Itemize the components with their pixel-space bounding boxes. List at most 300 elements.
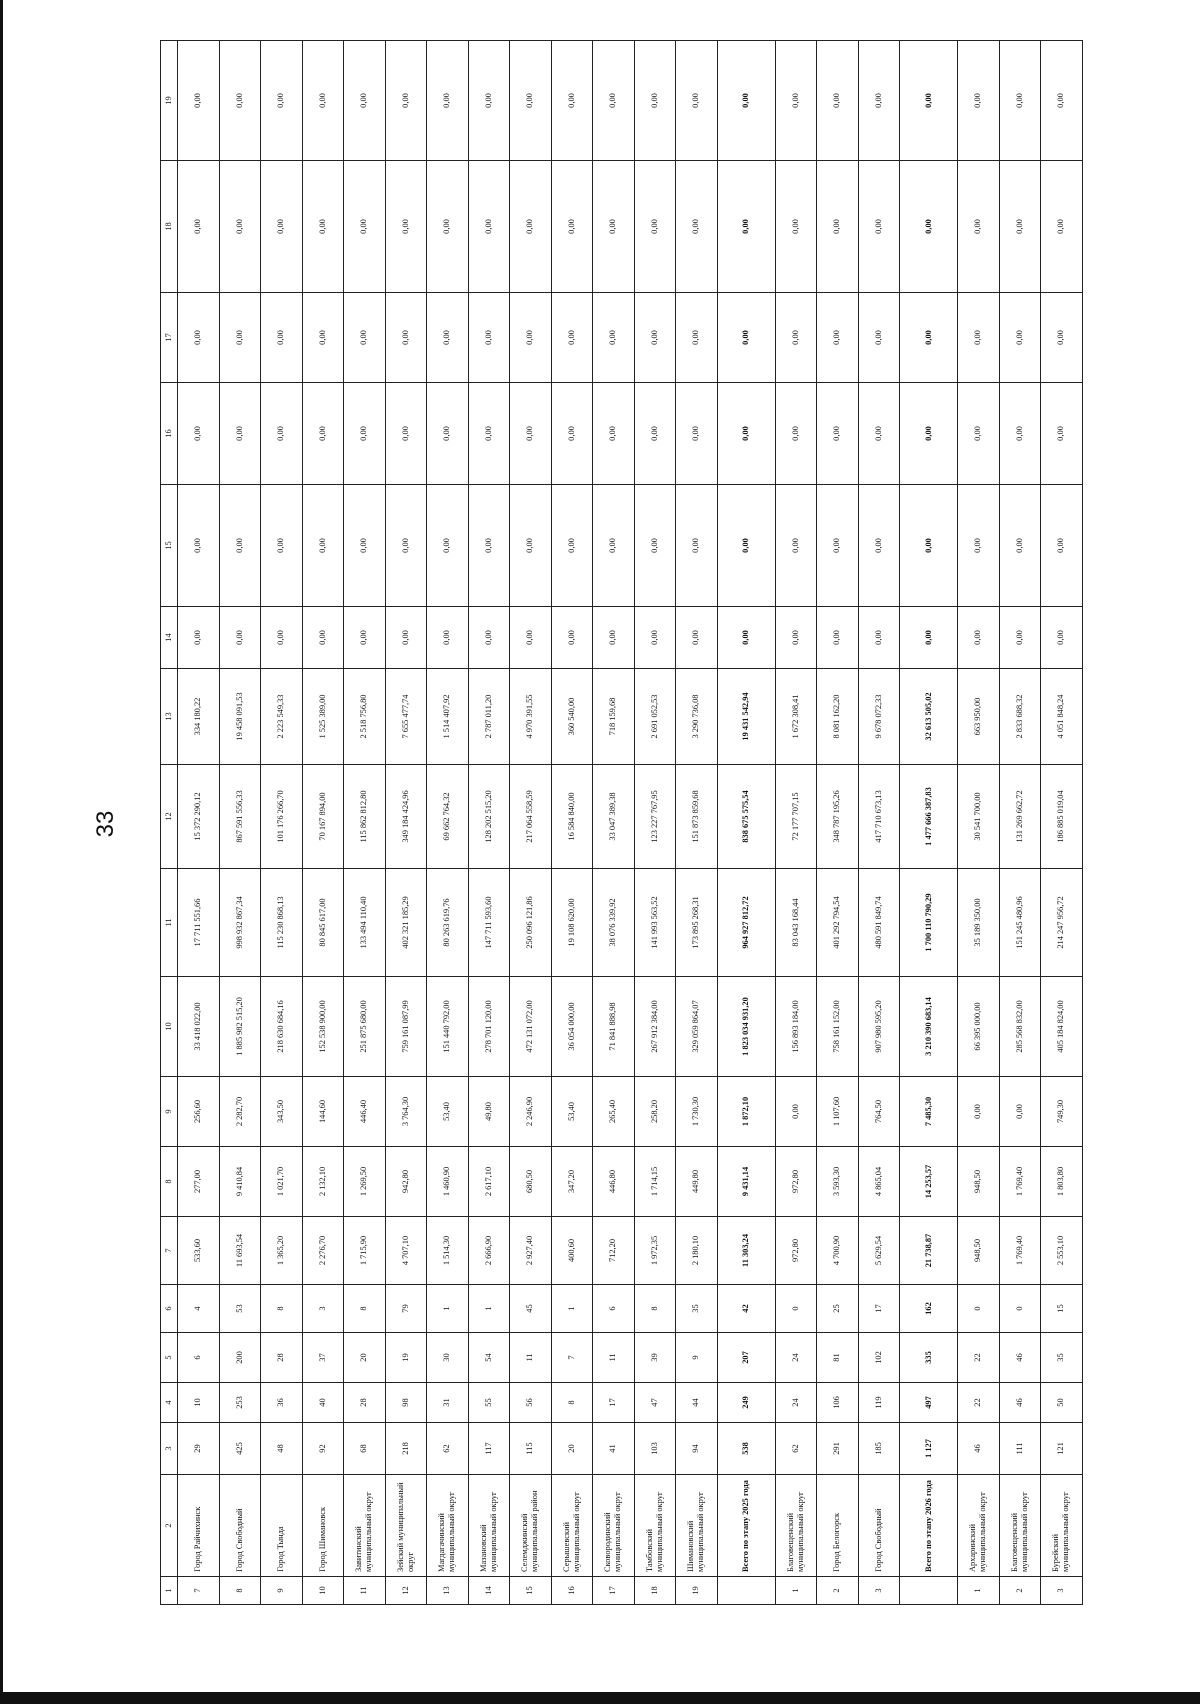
- value-cell: 0,00: [593, 161, 635, 293]
- value-cell: 0,00: [302, 41, 344, 161]
- value-cell: 15: [1041, 1285, 1083, 1333]
- municipality-name-cell: Город Тында: [261, 1475, 303, 1577]
- value-cell: 0,00: [427, 607, 469, 669]
- table-row: [958, 41, 1000, 1605]
- value-cell: 0,00: [817, 485, 859, 607]
- total-row: [900, 41, 958, 1605]
- municipality-name-cell: Шимановский муниципальный округ: [676, 1475, 718, 1577]
- rotated-table-container: [160, 40, 1083, 1605]
- value-cell: 0,00: [551, 383, 593, 485]
- value-cell: 402 321 185,29: [385, 869, 427, 977]
- value-cell: 44: [676, 1383, 718, 1423]
- value-cell: 0,00: [261, 293, 303, 383]
- value-cell: 0,00: [999, 293, 1041, 383]
- value-cell: 0,00: [999, 161, 1041, 293]
- value-cell: 30 541 700,00: [958, 765, 1000, 869]
- value-cell: 0,00: [593, 607, 635, 669]
- table-row: [510, 41, 552, 1605]
- value-cell: 0,00: [385, 293, 427, 383]
- municipality-name-cell: Сковородинский муниципальный округ: [593, 1475, 635, 1577]
- column-number-header: 9: [161, 1077, 178, 1147]
- value-cell: 7: [551, 1333, 593, 1383]
- value-cell: 0,00: [775, 607, 817, 669]
- value-cell: 80 845 617,00: [302, 869, 344, 977]
- value-cell: 0,00: [219, 383, 261, 485]
- value-cell: 1: [468, 1285, 510, 1333]
- value-cell: 0,00: [634, 41, 676, 161]
- value-cell: 17: [858, 1285, 900, 1333]
- value-cell: 3 593,30: [817, 1147, 859, 1217]
- value-cell: 0,00: [302, 607, 344, 669]
- value-cell: 156 893 184,00: [775, 977, 817, 1077]
- table-row: [858, 41, 900, 1605]
- row-number-cell: 3: [1041, 1577, 1083, 1605]
- value-cell: 0,00: [261, 161, 303, 293]
- value-cell: 680,50: [510, 1147, 552, 1217]
- column-number-header: 11: [161, 869, 178, 977]
- value-cell: 253: [219, 1383, 261, 1423]
- municipality-name-cell: Город Свободный: [858, 1475, 900, 1577]
- value-cell: 0,00: [1041, 293, 1083, 383]
- value-cell: 151 245 480,96: [999, 869, 1041, 977]
- value-cell: 0,00: [219, 485, 261, 607]
- municipality-name-cell: Благовещенский муниципальный округ: [775, 1475, 817, 1577]
- value-cell: 0,00: [717, 161, 775, 293]
- value-cell: 0,00: [427, 293, 469, 383]
- value-cell: 0,00: [900, 383, 958, 485]
- value-cell: 0,00: [385, 383, 427, 485]
- value-cell: 349 184 424,96: [385, 765, 427, 869]
- value-cell: 480 591 849,74: [858, 869, 900, 977]
- value-cell: 8: [261, 1285, 303, 1333]
- row-number-cell: 17: [593, 1577, 635, 1605]
- value-cell: 0,00: [958, 293, 1000, 383]
- value-cell: 0,00: [593, 293, 635, 383]
- row-number-cell: [717, 1577, 775, 1605]
- value-cell: 71 841 888,98: [593, 977, 635, 1077]
- value-cell: 2 132,10: [302, 1147, 344, 1217]
- value-cell: 218 630 684,16: [261, 977, 303, 1077]
- value-cell: 24: [775, 1383, 817, 1423]
- value-cell: 0,00: [178, 485, 220, 607]
- value-cell: 964 927 812,72: [717, 869, 775, 977]
- value-cell: 46: [999, 1383, 1041, 1423]
- column-number-header: 14: [161, 607, 178, 669]
- value-cell: 0,00: [468, 485, 510, 607]
- value-cell: 79: [385, 1285, 427, 1333]
- value-cell: 0,00: [302, 485, 344, 607]
- value-cell: 0,00: [676, 293, 718, 383]
- value-cell: 28: [261, 1333, 303, 1383]
- value-cell: 0,00: [468, 383, 510, 485]
- value-cell: 0,00: [344, 485, 386, 607]
- value-cell: 9 678 072,33: [858, 669, 900, 765]
- column-number-header: 10: [161, 977, 178, 1077]
- municipality-name-cell: Город Шимановск: [302, 1475, 344, 1577]
- value-cell: 0,00: [634, 383, 676, 485]
- value-cell: 1 460,90: [427, 1147, 469, 1217]
- value-cell: 0,00: [817, 383, 859, 485]
- value-cell: 2 518 756,80: [344, 669, 386, 765]
- value-cell: 0,00: [1041, 41, 1083, 161]
- value-cell: 538: [717, 1423, 775, 1475]
- housing-program-table: [160, 40, 1083, 1605]
- value-cell: 1 525 389,00: [302, 669, 344, 765]
- value-cell: 0,00: [510, 383, 552, 485]
- value-cell: 764,50: [858, 1077, 900, 1147]
- value-cell: 7 485,30: [900, 1077, 958, 1147]
- value-cell: 425: [219, 1423, 261, 1475]
- value-cell: 249: [717, 1383, 775, 1423]
- value-cell: 8: [551, 1383, 593, 1423]
- value-cell: 0,00: [510, 41, 552, 161]
- value-cell: 758 161 152,00: [817, 977, 859, 1077]
- value-cell: 0,00: [427, 485, 469, 607]
- value-cell: 278 701 120,00: [468, 977, 510, 1077]
- value-cell: 49,80: [468, 1077, 510, 1147]
- value-cell: 36: [261, 1383, 303, 1423]
- value-cell: 0: [958, 1285, 1000, 1333]
- value-cell: 0,00: [1041, 485, 1083, 607]
- value-cell: 0,00: [219, 161, 261, 293]
- value-cell: 1 269,50: [344, 1147, 386, 1217]
- column-number-header: 8: [161, 1147, 178, 1217]
- value-cell: 749,30: [1041, 1077, 1083, 1147]
- value-cell: 54: [468, 1333, 510, 1383]
- value-cell: 0,00: [551, 485, 593, 607]
- value-cell: 17 711 551,66: [178, 869, 220, 977]
- value-cell: 38 076 339,92: [593, 869, 635, 977]
- value-cell: 0,00: [676, 41, 718, 161]
- column-number-header: 4: [161, 1383, 178, 1423]
- value-cell: 53,40: [427, 1077, 469, 1147]
- value-cell: 0,00: [178, 161, 220, 293]
- table-row: [676, 41, 718, 1605]
- value-cell: 0,00: [178, 607, 220, 669]
- value-cell: 1: [551, 1285, 593, 1333]
- value-cell: 24: [775, 1333, 817, 1383]
- value-cell: 186 885 019,04: [1041, 765, 1083, 869]
- value-cell: 0,00: [999, 485, 1041, 607]
- value-cell: 9 410,84: [219, 1147, 261, 1217]
- value-cell: 405 184 824,00: [1041, 977, 1083, 1077]
- value-cell: 0,00: [858, 383, 900, 485]
- municipality-name-cell: Тамбовский муниципальный округ: [634, 1475, 676, 1577]
- row-number-cell: 2: [999, 1577, 1041, 1605]
- table-row: [344, 41, 386, 1605]
- row-number-cell: 9: [261, 1577, 303, 1605]
- value-cell: 16 584 840,00: [551, 765, 593, 869]
- value-cell: 277,00: [178, 1147, 220, 1217]
- value-cell: 185: [858, 1423, 900, 1475]
- value-cell: 2 180,10: [676, 1217, 718, 1285]
- value-cell: 29: [178, 1423, 220, 1475]
- value-cell: 0,00: [958, 1077, 1000, 1147]
- value-cell: 0,00: [344, 41, 386, 161]
- value-cell: 5 629,54: [858, 1217, 900, 1285]
- column-number-header: 17: [161, 293, 178, 383]
- value-cell: 8: [344, 1285, 386, 1333]
- value-cell: 11: [593, 1333, 635, 1383]
- value-cell: 2 787 011,20: [468, 669, 510, 765]
- value-cell: 1 715,90: [344, 1217, 386, 1285]
- value-cell: 6: [178, 1333, 220, 1383]
- value-cell: 1 885 982 515,20: [219, 977, 261, 1077]
- value-cell: 0,00: [385, 41, 427, 161]
- value-cell: 115 862 812,80: [344, 765, 386, 869]
- value-cell: 0,00: [302, 161, 344, 293]
- value-cell: 472 131 072,00: [510, 977, 552, 1077]
- value-cell: 4 051 848,24: [1041, 669, 1083, 765]
- value-cell: 251 875 680,00: [344, 977, 386, 1077]
- value-cell: 0,00: [261, 41, 303, 161]
- value-cell: 0,00: [676, 607, 718, 669]
- value-cell: 1 107,60: [817, 1077, 859, 1147]
- value-cell: 347,20: [551, 1147, 593, 1217]
- municipality-name-cell: Завитинский муниципальный округ: [344, 1475, 386, 1577]
- value-cell: 152 538 900,00: [302, 977, 344, 1077]
- column-number-header: 16: [161, 383, 178, 485]
- value-cell: 1 769,40: [999, 1217, 1041, 1285]
- value-cell: 11 303,24: [717, 1217, 775, 1285]
- municipality-name-cell: Серышевский муниципальный округ: [551, 1475, 593, 1577]
- value-cell: 10: [178, 1383, 220, 1423]
- row-number-cell: 7: [178, 1577, 220, 1605]
- value-cell: 47: [634, 1383, 676, 1423]
- value-cell: 53,40: [551, 1077, 593, 1147]
- value-cell: 0,00: [385, 485, 427, 607]
- value-cell: 35 189 350,00: [958, 869, 1000, 977]
- municipality-name-cell: Магдагачинский муниципальный округ: [427, 1475, 469, 1577]
- value-cell: 0,00: [427, 161, 469, 293]
- value-cell: 1 514 407,92: [427, 669, 469, 765]
- value-cell: 0,00: [510, 607, 552, 669]
- value-cell: 144,60: [302, 1077, 344, 1147]
- value-cell: 0,00: [385, 607, 427, 669]
- value-cell: 3 764,30: [385, 1077, 427, 1147]
- value-cell: 0,00: [817, 293, 859, 383]
- value-cell: 348 787 195,26: [817, 765, 859, 869]
- value-cell: 46: [958, 1423, 1000, 1475]
- value-cell: 3: [302, 1285, 344, 1333]
- value-cell: 497: [900, 1383, 958, 1423]
- value-cell: 1 021,70: [261, 1147, 303, 1217]
- value-cell: 0,00: [634, 485, 676, 607]
- column-number-header: 18: [161, 161, 178, 293]
- value-cell: 200: [219, 1333, 261, 1383]
- value-cell: 942,80: [385, 1147, 427, 1217]
- value-cell: 972,80: [775, 1217, 817, 1285]
- column-number-header: 5: [161, 1333, 178, 1383]
- value-cell: 0,00: [551, 41, 593, 161]
- value-cell: 759 161 087,99: [385, 977, 427, 1077]
- value-cell: 214 247 956,72: [1041, 869, 1083, 977]
- row-number-cell: 1: [958, 1577, 1000, 1605]
- value-cell: 33 418 022,00: [178, 977, 220, 1077]
- row-number-cell: 10: [302, 1577, 344, 1605]
- value-cell: 343,50: [261, 1077, 303, 1147]
- value-cell: 0,00: [817, 41, 859, 161]
- value-cell: 400,60: [551, 1217, 593, 1285]
- value-cell: 80 263 619,76: [427, 869, 469, 977]
- value-cell: 62: [775, 1423, 817, 1475]
- value-cell: 0,00: [634, 293, 676, 383]
- value-cell: 0,00: [775, 383, 817, 485]
- value-cell: 0,00: [302, 293, 344, 383]
- value-cell: 8: [634, 1285, 676, 1333]
- value-cell: 2 276,70: [302, 1217, 344, 1285]
- value-cell: 0,00: [1041, 383, 1083, 485]
- value-cell: 0,00: [1041, 161, 1083, 293]
- value-cell: 0,00: [900, 161, 958, 293]
- value-cell: 31: [427, 1383, 469, 1423]
- value-cell: 0,00: [900, 607, 958, 669]
- value-cell: 14 253,57: [900, 1147, 958, 1217]
- table-row: [593, 41, 635, 1605]
- value-cell: 0,00: [676, 161, 718, 293]
- value-cell: 449,80: [676, 1147, 718, 1217]
- value-cell: 103: [634, 1423, 676, 1475]
- column-number-header: 19: [161, 41, 178, 161]
- value-cell: 123 227 767,95: [634, 765, 676, 869]
- row-number-cell: 13: [427, 1577, 469, 1605]
- value-cell: 0,00: [219, 293, 261, 383]
- value-cell: 0,00: [551, 293, 593, 383]
- value-cell: 45: [510, 1285, 552, 1333]
- value-cell: 11 693,54: [219, 1217, 261, 1285]
- column-number-header: 2: [161, 1475, 178, 1577]
- value-cell: 0,00: [302, 383, 344, 485]
- value-cell: 0,00: [958, 161, 1000, 293]
- table-row: [775, 41, 817, 1605]
- value-cell: 151 873 859,68: [676, 765, 718, 869]
- table-row: [261, 41, 303, 1605]
- value-cell: 20: [344, 1333, 386, 1383]
- value-cell: 0,00: [510, 161, 552, 293]
- value-cell: 2 927,40: [510, 1217, 552, 1285]
- value-cell: 0,00: [510, 485, 552, 607]
- table-row: [468, 41, 510, 1605]
- value-cell: 334 180,22: [178, 669, 220, 765]
- value-cell: 151 440 792,00: [427, 977, 469, 1077]
- column-number-header: 15: [161, 485, 178, 607]
- value-cell: 0,00: [775, 485, 817, 607]
- value-cell: 250 096 121,86: [510, 869, 552, 977]
- value-cell: 72 177 707,15: [775, 765, 817, 869]
- table-row: [817, 41, 859, 1605]
- value-cell: 1 365,20: [261, 1217, 303, 1285]
- value-cell: 19 431 542,94: [717, 669, 775, 765]
- value-cell: 329 059 864,07: [676, 977, 718, 1077]
- value-cell: 0,00: [817, 607, 859, 669]
- value-cell: 218: [385, 1423, 427, 1475]
- value-cell: 22: [958, 1383, 1000, 1423]
- value-cell: 21 738,87: [900, 1217, 958, 1285]
- value-cell: 0,00: [593, 485, 635, 607]
- value-cell: 0,00: [178, 41, 220, 161]
- value-cell: 0,00: [900, 41, 958, 161]
- value-cell: 0,00: [717, 41, 775, 161]
- row-number-cell: 15: [510, 1577, 552, 1605]
- value-cell: 256,60: [178, 1077, 220, 1147]
- value-cell: 0,00: [999, 1077, 1041, 1147]
- value-cell: 50: [1041, 1383, 1083, 1423]
- value-cell: 0: [775, 1285, 817, 1333]
- value-cell: 1 672 308,41: [775, 669, 817, 765]
- row-number-cell: 18: [634, 1577, 676, 1605]
- value-cell: 133 494 110,40: [344, 869, 386, 977]
- value-cell: 0,00: [717, 383, 775, 485]
- value-cell: 3 290 736,08: [676, 669, 718, 765]
- value-cell: 0,00: [958, 607, 1000, 669]
- page-number: 33: [92, 810, 119, 838]
- value-cell: 92: [302, 1423, 344, 1475]
- value-cell: 46: [999, 1333, 1041, 1383]
- value-cell: 2 666,90: [468, 1217, 510, 1285]
- value-cell: 32 613 505,02: [900, 669, 958, 765]
- value-cell: 0,00: [510, 293, 552, 383]
- value-cell: 0,00: [858, 485, 900, 607]
- row-number-cell: [900, 1577, 958, 1605]
- value-cell: 22: [958, 1333, 1000, 1383]
- value-cell: 106: [817, 1383, 859, 1423]
- value-cell: 53: [219, 1285, 261, 1333]
- value-cell: 0,00: [775, 293, 817, 383]
- value-cell: 0,00: [858, 293, 900, 383]
- value-cell: 2 282,70: [219, 1077, 261, 1147]
- value-cell: 207: [717, 1333, 775, 1383]
- value-cell: 0,00: [999, 383, 1041, 485]
- value-cell: 83 043 168,44: [775, 869, 817, 977]
- value-cell: 446,80: [593, 1147, 635, 1217]
- value-cell: 0,00: [717, 607, 775, 669]
- value-cell: 972,80: [775, 1147, 817, 1217]
- value-cell: 1 714,15: [634, 1147, 676, 1217]
- value-cell: 0,00: [999, 41, 1041, 161]
- value-cell: 4 707,10: [385, 1217, 427, 1285]
- value-cell: 98: [385, 1383, 427, 1423]
- value-cell: 41: [593, 1423, 635, 1475]
- value-cell: 0,00: [261, 607, 303, 669]
- value-cell: 9: [676, 1333, 718, 1383]
- value-cell: 7 655 477,74: [385, 669, 427, 765]
- value-cell: 1 872,10: [717, 1077, 775, 1147]
- value-cell: 11: [510, 1333, 552, 1383]
- value-cell: 0,00: [858, 607, 900, 669]
- value-cell: 68: [344, 1423, 386, 1475]
- value-cell: 285 568 832,00: [999, 977, 1041, 1077]
- table-row: [551, 41, 593, 1605]
- municipality-name-cell: Благовещенский муниципальный округ: [999, 1475, 1041, 1577]
- value-cell: 838 675 575,54: [717, 765, 775, 869]
- value-cell: 9 431,14: [717, 1147, 775, 1217]
- value-cell: 1 803,80: [1041, 1147, 1083, 1217]
- value-cell: 0,00: [1041, 607, 1083, 669]
- value-cell: 217 064 558,59: [510, 765, 552, 869]
- value-cell: 0,00: [344, 383, 386, 485]
- table-row: [427, 41, 469, 1605]
- value-cell: 102: [858, 1333, 900, 1383]
- value-cell: 131 269 662,72: [999, 765, 1041, 869]
- table-row: [385, 41, 427, 1605]
- column-number-header: 7: [161, 1217, 178, 1285]
- value-cell: 1 127: [900, 1423, 958, 1475]
- value-cell: 115: [510, 1423, 552, 1475]
- value-cell: 718 159,68: [593, 669, 635, 765]
- value-cell: 360 540,00: [551, 669, 593, 765]
- table-row: [219, 41, 261, 1605]
- value-cell: 28: [344, 1383, 386, 1423]
